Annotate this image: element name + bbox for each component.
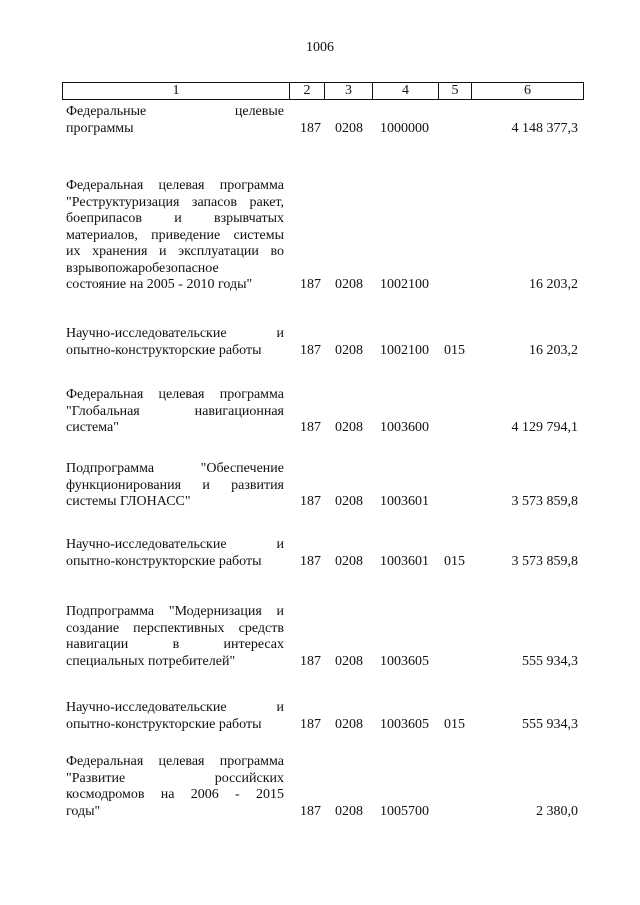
cell-col-2: 187 <box>300 277 321 292</box>
row-description <box>66 604 284 670</box>
table-row <box>0 461 640 511</box>
description-line: Подпрограмма "Модернизация и <box>66 604 284 619</box>
description-line: космодромов на 2006 - 2015 <box>66 787 284 802</box>
description-line: специальных потребителей" <box>66 653 236 669</box>
cell-col-4: 1003600 <box>380 420 429 435</box>
header-col-4: 4 <box>373 83 439 99</box>
cell-col-3: 0208 <box>335 553 363 569</box>
cell-col-6: 4 148 377,3 <box>511 120 578 136</box>
cell-col-3: 0208 <box>335 803 363 819</box>
header-col-3: 3 <box>325 83 373 99</box>
row-description <box>66 754 284 820</box>
cell-col-2: 187 <box>300 420 321 435</box>
cell-col-6: 555 934,3 <box>522 653 578 669</box>
table-row <box>0 754 640 820</box>
row-description <box>66 461 284 511</box>
cell-col-2: 187 <box>300 120 321 136</box>
page-number: 1006 <box>306 40 334 55</box>
description-line: "Глобальная навигационная <box>66 403 284 419</box>
description-line: опытно-конструкторские работы <box>66 716 262 732</box>
description-line: Научно-исследовательские и <box>66 326 284 341</box>
cell-col-5: 015 <box>444 342 465 358</box>
description-line: Федеральные целевые <box>66 104 284 119</box>
row-description <box>66 326 284 359</box>
description-line: взрывопожаробезопасное <box>66 260 219 276</box>
cell-col-4: 1005700 <box>380 803 429 819</box>
cell-col-5: 015 <box>444 553 465 569</box>
table-row <box>0 700 640 733</box>
description-line: материалов, приведение системы <box>66 227 284 243</box>
cell-col-2: 187 <box>300 494 321 509</box>
description-line: система" <box>66 420 119 435</box>
table-row <box>0 537 640 570</box>
cell-col-3: 0208 <box>335 120 363 136</box>
cell-col-4: 1003605 <box>380 716 429 732</box>
cell-col-4: 1000000 <box>380 120 429 136</box>
header-col-6: 6 <box>524 83 531 98</box>
cell-col-3: 0208 <box>335 716 363 732</box>
description-line: боеприпасов и взрывчатых <box>66 211 284 226</box>
row-description <box>66 537 284 570</box>
cell-col-3: 0208 <box>335 494 363 509</box>
cell-col-3: 0208 <box>335 420 363 435</box>
description-line: "Реструктуризация запасов ракет, <box>66 194 284 210</box>
cell-col-6: 3 573 859,8 <box>511 553 578 569</box>
table-row <box>0 104 640 137</box>
cell-col-6: 4 129 794,1 <box>511 420 578 435</box>
description-line: Научно-исследовательские и <box>66 537 284 552</box>
description-line: Федеральная целевая программа <box>66 178 284 193</box>
cell-col-3: 0208 <box>335 653 363 669</box>
cell-col-2: 187 <box>300 716 321 732</box>
cell-col-2: 187 <box>300 553 321 569</box>
table-header <box>62 82 584 100</box>
description-line: создание перспективных средств <box>66 620 284 636</box>
header-col-5: 5 <box>439 83 472 99</box>
cell-col-2: 187 <box>300 342 321 358</box>
cell-col-6: 3 573 859,8 <box>511 494 578 509</box>
description-line: опытно-конструкторские работы <box>66 553 262 569</box>
header-col-1: 1 <box>63 83 290 99</box>
cell-col-3: 0208 <box>335 277 363 292</box>
row-description <box>66 104 284 137</box>
row-description <box>66 700 284 733</box>
description-line: Научно-исследовательские и <box>66 700 284 715</box>
description-line: Федеральная целевая программа <box>66 387 284 402</box>
cell-col-3: 0208 <box>335 342 363 358</box>
table-row <box>0 178 640 294</box>
cell-col-6: 2 380,0 <box>536 803 578 819</box>
description-line: состояние на 2005 - 2010 годы" <box>66 277 253 292</box>
description-line: "Развитие российских <box>66 770 284 786</box>
row-description <box>66 178 284 294</box>
header-col-2: 2 <box>290 83 325 99</box>
cell-col-4: 1002100 <box>380 277 429 292</box>
cell-col-2: 187 <box>300 653 321 669</box>
description-line: Подпрограмма "Обеспечение <box>66 461 284 476</box>
cell-col-5: 015 <box>444 716 465 732</box>
description-line: функционирования и развития <box>66 477 284 493</box>
description-line: их хранения и эксплуатации во <box>66 244 284 259</box>
row-description <box>66 387 284 437</box>
cell-col-4: 1003601 <box>380 553 429 569</box>
cell-col-6: 555 934,3 <box>522 716 578 732</box>
table-row <box>0 387 640 437</box>
table-row <box>0 604 640 670</box>
description-line: навигации в интересах <box>66 637 284 652</box>
cell-col-4: 1003601 <box>380 494 429 509</box>
description-line: опытно-конструкторские работы <box>66 342 262 358</box>
cell-col-2: 187 <box>300 803 321 819</box>
table-row <box>0 326 640 359</box>
description-line: программы <box>66 120 134 136</box>
cell-col-4: 1002100 <box>380 342 429 358</box>
cell-col-6: 16 203,2 <box>529 342 578 358</box>
description-line: системы ГЛОНАСС" <box>66 494 191 509</box>
cell-col-6: 16 203,2 <box>529 277 578 292</box>
cell-col-4: 1003605 <box>380 653 429 669</box>
description-line: Федеральная целевая программа <box>66 754 284 769</box>
description-line: годы" <box>66 803 101 819</box>
